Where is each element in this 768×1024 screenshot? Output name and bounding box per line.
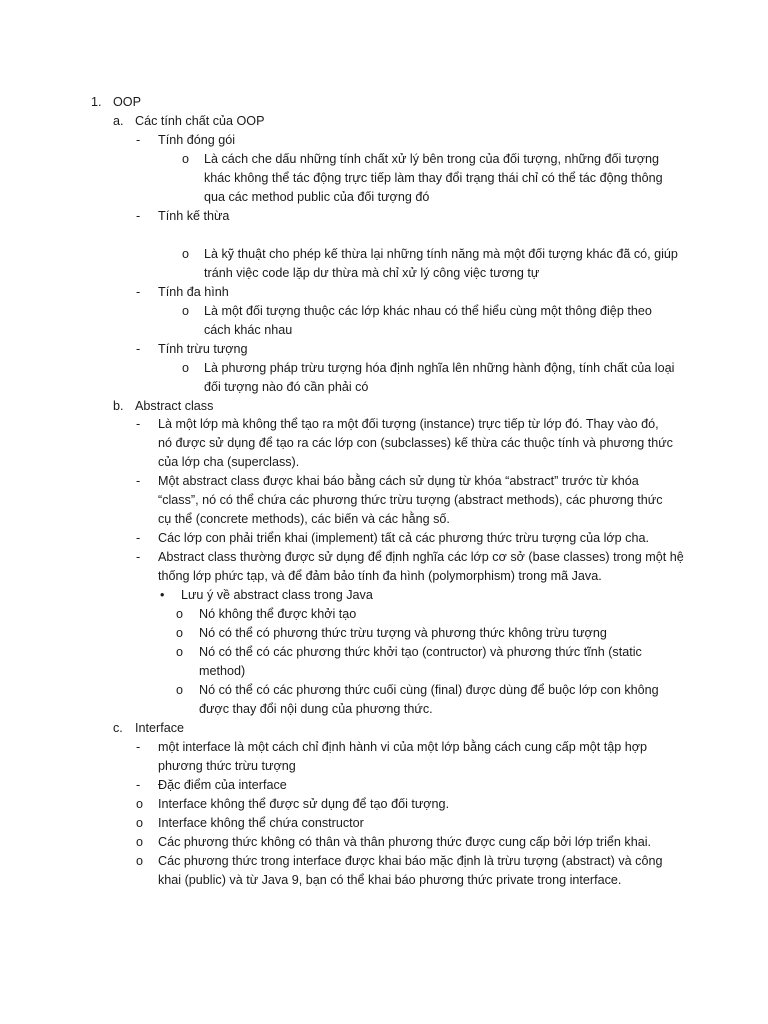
subheading-text: Các tính chất của OOP — [135, 114, 265, 128]
line-text: thống lớp phức tạp, và để đảm bảo tính đa hình (polymorphism) trong mã Java. — [158, 569, 602, 583]
encapsulation-desc-line — [0, 150, 768, 169]
interface-point — [0, 738, 768, 757]
line-text: cụ thể (concrete methods), các biến và các hằng số. — [158, 512, 450, 526]
abstract-class-point — [0, 415, 768, 434]
abstract-class-point — [0, 472, 768, 491]
line-text: Đặc điểm của interface — [158, 778, 287, 792]
abstract-class-point-line — [0, 434, 768, 453]
circle-bullet: o — [136, 835, 144, 849]
interface-point — [0, 776, 768, 795]
abstract-class-point — [0, 529, 768, 548]
heading-text: OOP — [113, 95, 141, 109]
line-text: Là một đối tượng thuộc các lớp khác nhau có thể hiểu cùng một thông điệp theo — [204, 304, 652, 318]
line-text: “class”, nó có thể chứa các phương thức trừu tượng (abstract methods), các phương thức — [158, 493, 663, 507]
circle-bullet: o — [176, 607, 184, 621]
item-title: Tính đóng gói — [158, 133, 236, 147]
encapsulation-desc-line — [0, 169, 768, 188]
subheading-abstract-class — [0, 397, 768, 416]
line-text: Các lớp con phải triển khai (implement) tất cả các phương thức trừu tượng của lớp cha. — [158, 531, 649, 545]
dash-marker: - — [136, 285, 141, 299]
item-abstraction — [0, 340, 768, 359]
line-text: Abstract class thường được sử dụng để định nghĩa các lớp cơ sở (base classes) trong một hệ — [158, 550, 684, 564]
polymorphism-desc-line — [0, 302, 768, 321]
abstract-class-point-line — [0, 453, 768, 472]
line-text: Nó có thể có các phương thức cuối cùng (final) được dùng để buộc lớp con không — [199, 683, 659, 697]
subheading-interface — [0, 719, 768, 738]
interface-point-line — [0, 757, 768, 776]
line-text: Là kỹ thuật cho phép kế thừa lại những tính năng mà một đối tượng khác đã có, giúp — [204, 247, 678, 261]
interface-feature — [0, 833, 768, 852]
line-text: khai (public) và từ Java 9, bạn có thể khai báo phương thức private trong interface. — [158, 873, 622, 887]
note-heading — [0, 586, 768, 605]
encapsulation-desc-line — [0, 188, 768, 207]
line-text: đối tượng nào đó cần phải có — [204, 380, 369, 394]
list-marker: c. — [113, 721, 123, 735]
line-text: Interface không thể chứa constructor — [158, 816, 364, 830]
dash-marker: - — [136, 531, 141, 545]
circle-bullet: o — [136, 797, 144, 811]
circle-bullet: o — [182, 247, 190, 261]
interface-feature — [0, 852, 768, 871]
line-text: cách khác nhau — [204, 323, 293, 337]
interface-feature — [0, 795, 768, 814]
note-item — [0, 624, 768, 643]
note-item — [0, 643, 768, 662]
abstract-class-point-line — [0, 567, 768, 586]
item-encapsulation — [0, 131, 768, 150]
dash-marker: - — [136, 778, 141, 792]
polymorphism-desc-line — [0, 321, 768, 340]
subheading-oop-properties — [0, 112, 768, 131]
heading-oop — [0, 93, 768, 112]
note-item — [0, 681, 768, 700]
inheritance-desc-line — [0, 264, 768, 283]
note-item — [0, 605, 768, 624]
line-text: của lớp cha (superclass). — [158, 455, 300, 469]
inheritance-desc-line — [0, 245, 768, 264]
dash-marker: - — [136, 209, 141, 223]
dash-marker: - — [136, 417, 141, 431]
item-polymorphism — [0, 283, 768, 302]
abstract-class-point-line — [0, 491, 768, 510]
line-text: tránh việc code lặp dư thừa mà chỉ xử lý công việc tương tự — [204, 266, 540, 280]
abstraction-desc-line — [0, 359, 768, 378]
line-text: Nó có thể có các phương thức khởi tạo (contructor) và phương thức tĩnh (static — [199, 645, 642, 659]
line-text: Là một lớp mà không thể tạo ra một đối tượng (instance) trực tiếp từ lớp đó. Thay vào đó, — [158, 417, 659, 431]
line-text: Các phương thức trong interface được khai báo mặc định là trừu tượng (abstract) và công — [158, 854, 663, 868]
circle-bullet: o — [182, 361, 190, 375]
note-title: Lưu ý về abstract class trong Java — [181, 588, 373, 602]
interface-feature — [0, 814, 768, 833]
list-marker: 1. — [91, 95, 102, 109]
line-text: Là phương pháp trừu tượng hóa định nghĩa lên những hành động, tính chất của loại — [204, 361, 675, 375]
dash-marker: - — [136, 342, 141, 356]
line-text: Interface không thể được sử dụng để tạo đối tượng. — [158, 797, 450, 811]
circle-bullet: o — [176, 626, 184, 640]
circle-bullet: o — [176, 683, 184, 697]
item-inheritance — [0, 207, 768, 226]
item-title: Tính kế thừa — [158, 209, 230, 223]
list-marker: a. — [113, 114, 124, 128]
circle-bullet: o — [136, 854, 144, 868]
circle-bullet: o — [176, 645, 184, 659]
note-item-line — [0, 662, 768, 681]
subheading-text: Interface — [135, 721, 185, 735]
line-text: Là cách che dấu những tính chất xử lý bên trong của đối tượng, những đối tượng — [204, 152, 659, 166]
line-text: phương thức trừu tượng — [158, 759, 296, 773]
subheading-text: Abstract class — [135, 399, 214, 413]
line-text: Các phương thức không có thân và thân phương thức được cung cấp bởi lớp triển khai. — [158, 835, 652, 849]
dash-marker: - — [136, 550, 141, 564]
circle-bullet: o — [182, 152, 190, 166]
circle-bullet: o — [182, 304, 190, 318]
interface-feature-line — [0, 871, 768, 890]
abstraction-desc-line — [0, 378, 768, 397]
item-title: Tính trừu tượng — [158, 342, 248, 356]
note-item-line — [0, 700, 768, 719]
dash-marker: - — [136, 474, 141, 488]
line-text: một interface là một cách chỉ định hành vi của một lớp bằng cách cung cấp một tập hợp — [158, 740, 648, 754]
item-title: Tính đa hình — [158, 285, 229, 299]
line-text: được thay đổi nội dung của phương thức. — [199, 702, 433, 716]
line-text: Nó không thể được khởi tạo — [199, 607, 357, 621]
line-text: qua các method public của đối tượng đó — [204, 190, 430, 204]
line-text: Một abstract class được khai báo bằng cách sử dụng từ khóa “abstract” trước từ khóa — [158, 474, 639, 488]
abstract-class-point — [0, 548, 768, 567]
line-text: nó được sử dụng để tạo ra các lớp con (subclasses) kế thừa các thuộc tính và phương thức — [158, 436, 673, 450]
dash-marker: - — [136, 740, 141, 754]
circle-bullet: o — [136, 816, 144, 830]
dash-marker: - — [136, 133, 141, 147]
abstract-class-point-line — [0, 510, 768, 529]
list-marker: b. — [113, 399, 124, 413]
line-text: method) — [199, 664, 246, 678]
line-text: Nó có thể có phương thức trừu tượng và phương thức không trừu tượng — [199, 626, 607, 640]
line-text: khác không thể tác động trực tiếp làm thay đổi trạng thái chỉ có thể tác động thông — [204, 171, 663, 185]
bullet-marker: • — [160, 588, 165, 602]
